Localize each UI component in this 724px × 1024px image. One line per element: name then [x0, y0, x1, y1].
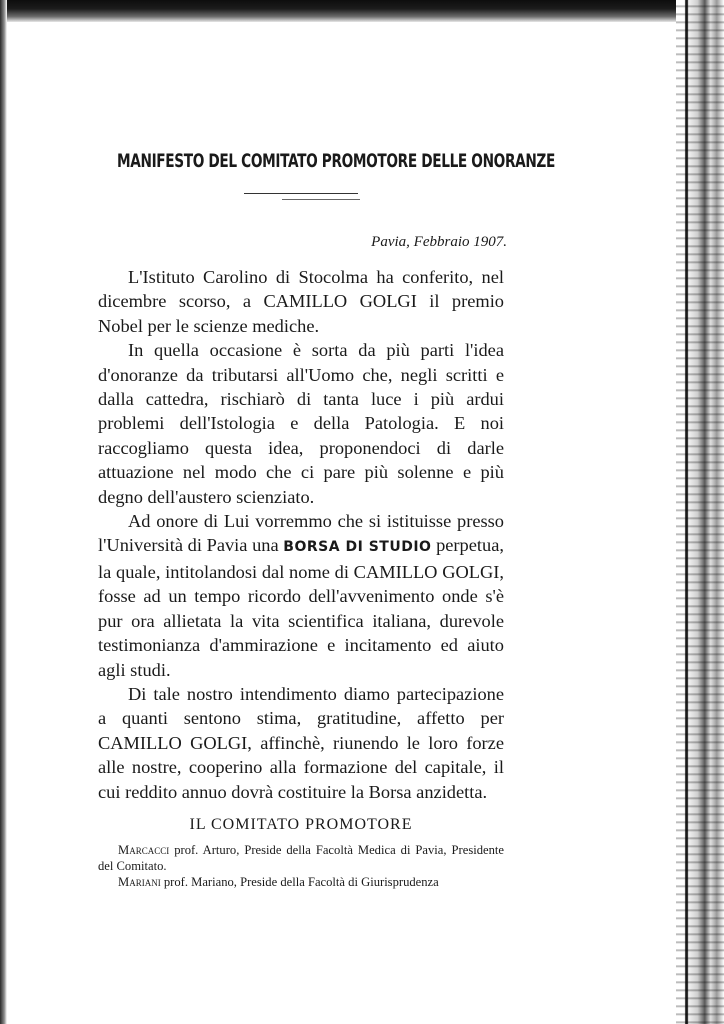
member-entry	[98, 842, 504, 874]
paragraph-1: L'Istituto Carolino di Stocolma ha conferito, nel dicembre scorso, a CAMILLO GOLGI il premio Nobel per le scienze mediche.	[98, 267, 504, 336]
paragraph-3-end: perpetua, la quale, intitolandosi dal nome di CAMILLO GOLGI, fosse ad un tempo ricordo dell'avvenimento onde s'è pur ora allietata la vita scientifica italiana, durevole testimonianza d'ammirazione e incitamento ed aiuto agli studi.	[98, 535, 504, 680]
book-spine-edge	[676, 0, 724, 1024]
committee-heading: IL COMITATO PROMOTORE	[189, 816, 413, 833]
member-surname: Marcacci	[118, 843, 170, 857]
paragraph-3	[98, 509, 504, 682]
scan-left-edge	[0, 0, 7, 1024]
dateline: Pavia, Febbraio 1907.	[371, 234, 507, 250]
member-details: prof. Arturo, Preside della Facoltà Medica di Pavia, Presidente del Comitato.	[98, 843, 504, 873]
paragraph-3-start: Ad onore di Lui vorremmo che si istituisse presso l'Università di Pavia una	[98, 511, 504, 556]
paragraph-2: In quella occasione è sorta da più parti l'idea d'onoranze da tributarsi all'Uomo che, negli scritti e dalla cattedra, rischiarò di tanta luce i più ardui problemi dell'Istologia e della Patologia. E noi raccogliamo questa idea, proponendoci di darle attuazione nel modo che ci pare più solenne e più degno dell'austero scienziato.	[98, 340, 504, 507]
manifesto-body	[98, 265, 504, 804]
paragraph-4: Di tale nostro intendimento diamo partecipazione a quanti sentono stima, gratitudine, affetto per CAMILLO GOLGI, affinchè, riunendo le loro forze alle nostre, cooperino alla formazione del capitale, il cui reddito annuo dovrà costituire la Borsa anzidetta.	[98, 683, 504, 802]
page-title: MANIFESTO DEL COMITATO PROMOTORE DELLE ONORANZE	[117, 150, 555, 172]
committee-members	[98, 842, 504, 890]
member-details: prof. Mariano, Preside della Facoltà di Giurisprudenza	[163, 875, 439, 889]
member-entry	[98, 874, 504, 890]
title-rule	[244, 193, 358, 194]
title-rule-secondary	[282, 199, 360, 200]
member-surname: Mariani	[118, 875, 161, 889]
borsa-di-studio-emphasis: BORSA DI STUDIO	[283, 539, 432, 556]
scan-top-border	[0, 0, 724, 22]
